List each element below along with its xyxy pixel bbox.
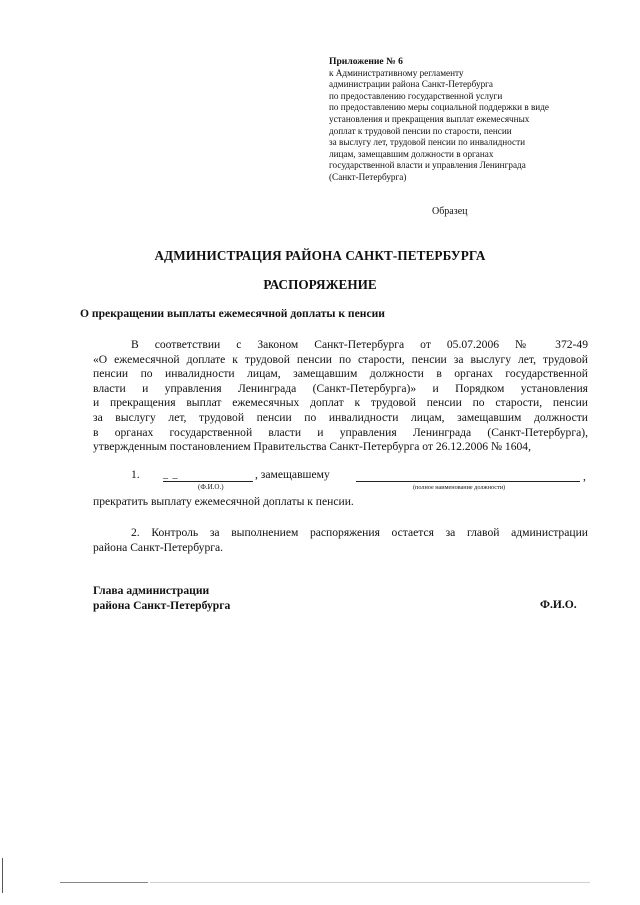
body-line: власти и управления Ленинграда (Санкт-Петербурга)» и Порядком установления: [93, 381, 588, 395]
item-1-number: 1.: [131, 468, 140, 481]
appendix-title: Приложение № 6: [329, 56, 403, 67]
item-2-line: района Санкт-Петербурга.: [93, 541, 224, 554]
body-line: В соответствии с Законом Санкт-Петербурга от 05.07.2006 № 372-49: [131, 338, 588, 351]
appendix-line: за выслугу лет, трудовой пенсии по инвалидности: [329, 137, 526, 148]
fio-caption: (Ф.И.О.): [198, 483, 224, 491]
signature-title-line: Глава администрации: [93, 584, 210, 597]
signature-name: Ф.И.О.: [540, 598, 577, 611]
scan-artifact: [150, 882, 590, 883]
appendix-line: администрации района Санкт-Петербурга: [329, 79, 494, 90]
item-2: [93, 525, 588, 555]
body-paragraph: [93, 338, 588, 455]
appendix-line: доплат к трудовой пенсии по старости, пенсии: [329, 125, 512, 136]
scan-artifact: [2, 858, 3, 893]
stop-payment-text: прекратить выплату ежемесячной доплаты к пенсии.: [93, 495, 354, 508]
document-type: РАСПОРЯЖЕНИЕ: [263, 277, 377, 292]
fio-dots: _ _: [163, 469, 179, 480]
item-1: [93, 468, 588, 496]
body-line: за выслугу лет, трудовой пенсии по инвалидности лицам, замещавшим должности: [93, 410, 588, 424]
scan-artifact: [60, 882, 148, 883]
appendix-line: по предоставлению государственной услуги: [329, 90, 503, 101]
sample-label: Образец: [432, 206, 468, 217]
organization-title: АДМИНИСТРАЦИЯ РАЙОНА САНКТ-ПЕТЕРБУРГА: [154, 248, 486, 263]
appendix-line: (Санкт-Петербурга): [329, 171, 407, 182]
body-line: в органах государственной власти и управления Ленинграда (Санкт-Петербурга),: [93, 425, 588, 439]
appendix-line: лицам, замещавшим должности в органах: [329, 148, 494, 159]
position-caption: (полное наименование должности): [413, 484, 506, 491]
fio-blank-line: [163, 469, 253, 482]
appendix-line: установления и прекращения выплат ежемесячных: [329, 113, 530, 124]
body-line: пенсии по инвалидности лицам, замещавшим должности в органах государственной: [93, 367, 588, 381]
appendix-line: к Административному регламенту: [329, 67, 464, 78]
signature-block: [93, 583, 230, 613]
body-line: и прекращения выплат ежемесячных доплат к трудовой пенсии по старости, пенсии: [93, 396, 588, 410]
appendix-line: по предоставлению меры социальной поддержки в виде: [329, 102, 549, 113]
document-subject: О прекращении выплаты ежемесячной доплаты к пенсии: [80, 307, 385, 320]
position-blank-line: [356, 481, 580, 482]
item-1-comma: ,: [583, 470, 586, 483]
item-2-line: 2. Контроль за выполнением распоряжения остается за главой администрации: [131, 526, 588, 539]
body-line: утвержденным постановлением Правительства Санкт-Петербурга от 26.12.2006 № 1604,: [93, 440, 531, 454]
appendix-block: [329, 56, 589, 184]
signature-title-line: района Санкт-Петербурга: [93, 599, 231, 612]
replaced-text: , замещавшему: [255, 468, 330, 481]
body-line: «О ежемесячной доплате к трудовой пенсии по старости, пенсии за выслугу лет, трудовой: [93, 352, 588, 366]
appendix-line: государственной власти и управления Ленинграда: [329, 160, 526, 171]
